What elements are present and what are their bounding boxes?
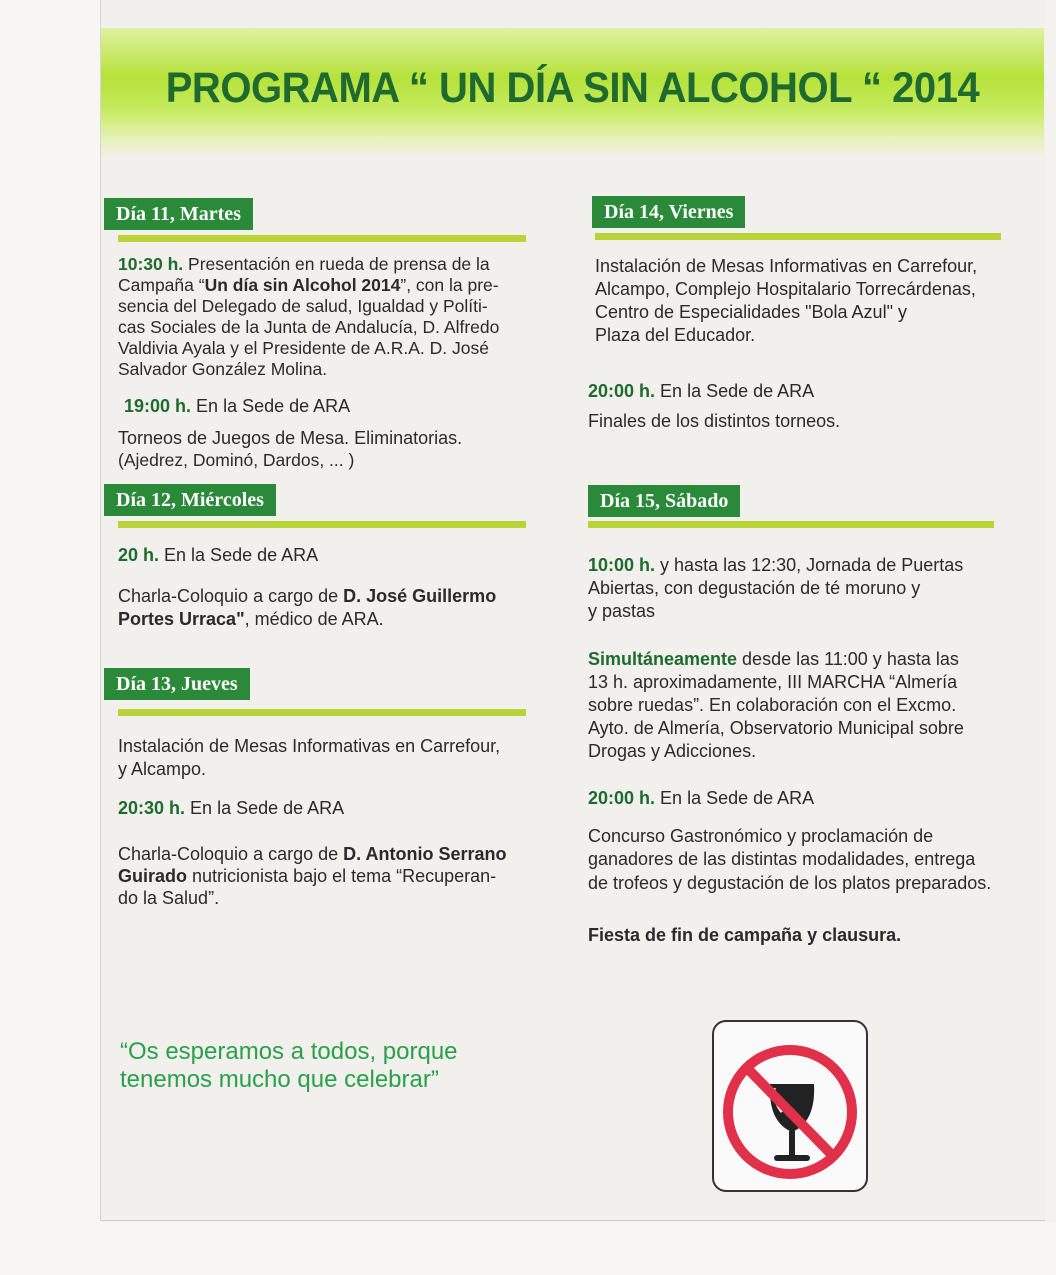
day-14-rule [595, 233, 1001, 240]
day-14-line-3: Centro de Especialidades "Bola Azul" y [595, 302, 907, 322]
no-alcohol-icon [714, 1022, 866, 1190]
day-15-time-2: 20:00 h. En la Sede de ARA [588, 788, 815, 808]
day-12-rule [118, 521, 526, 528]
day-11-line-5: Valdivia Ayala y el Presidente de A.R.A. D. José [118, 338, 489, 358]
day-11-line-6: Salvador González Molina. [118, 359, 328, 379]
day-13-line-1: Instalación de Mesas Informativas en Carrefour, [118, 736, 501, 756]
day-13-line-4: Guirado nutricionista bajo el tema “Recuperan- [118, 866, 497, 886]
day-15-line-1: 10:00 h. y hasta las 12:30, Jornada de Puertas [588, 555, 964, 575]
day-14-badge: Día 14, Viernes [592, 196, 745, 228]
day-13-line-3: Charla-Coloquio a cargo de D. Antonio Serrano [118, 844, 507, 864]
day-15-contest-line-1: Concurso Gastronómico y proclamación de [588, 826, 934, 846]
scan-background-bottom [0, 1222, 1056, 1275]
day-11-time-2: 19:00 h. En la Sede de ARA [124, 396, 351, 416]
day-11-text-2a: Torneos de Juegos de Mesa. Eliminatorias. [118, 428, 463, 448]
day-15-closing: Fiesta de fin de campaña y clausura. [588, 925, 902, 945]
day-13-badge: Día 13, Jueves [104, 668, 250, 700]
day-11-line-3: sencia del Delegado de salud, Igualdad y Políti- [118, 296, 488, 316]
page-title: PROGRAMA “ UN DÍA SIN ALCOHOL “ 2014 [165, 64, 980, 112]
wine-glass-stem [789, 1131, 795, 1157]
day-15-rule [588, 521, 994, 528]
day-14-line-2: Alcampo, Complejo Hospitalario Torrecárdenas, [595, 279, 976, 299]
day-11-line-1: 10:30 h. Presentación en rueda de prensa de la [118, 254, 490, 274]
day-15-contest-line-3: de trofeos y degustación de los platos preparados. [588, 873, 992, 893]
day-14-line-5: Finales de los distintos torneos. [588, 411, 841, 431]
day-13-rule [118, 709, 526, 716]
day-15-line-2: Abiertas, con degustación de té moruno y [588, 578, 921, 598]
day-11-rule [118, 235, 526, 242]
scan-background [0, 0, 100, 1275]
no-alcohol-sign [712, 1020, 868, 1192]
day-12-time: 20 h. En la Sede de ARA [118, 545, 319, 565]
day-13-line-2: y Alcampo. [118, 759, 207, 779]
day-11-badge: Día 11, Martes [104, 198, 253, 230]
closing-quote [120, 1038, 458, 1094]
day-15-badge: Día 15, Sábado [588, 485, 740, 517]
day-14-line-4: Plaza del Educador. [595, 325, 756, 345]
day-12-line-2: Portes Urraca", médico de ARA. [118, 609, 384, 629]
day-15-line-3: y pastas [588, 601, 656, 621]
day-12-line-1: Charla-Coloquio a cargo de D. José Guillermo [118, 586, 497, 606]
wine-glass-base [774, 1155, 810, 1161]
day-15-sim-line-5: Drogas y Adicciones. [588, 741, 757, 761]
day-11-line-4: cas Sociales de la Junta de Andalucía, D. Alfredo [118, 317, 500, 337]
day-11-text-2b: (Ajedrez, Dominó, Dardos, ... ) [118, 450, 355, 470]
day-13-time: 20:30 h. En la Sede de ARA [118, 798, 345, 818]
day-15-sim-line-3: sobre ruedas”. En colaboración con el Excmo. [588, 695, 957, 715]
quote-line-2: tenemos mucho que celebrar” [120, 1066, 439, 1093]
day-15-sim-line-2: 13 h. aproximadamente, III MARCHA “Almería [588, 672, 958, 692]
day-14-line-1: Instalación de Mesas Informativas en Carrefour, [595, 256, 978, 276]
quote-line-1: “Os esperamos a todos, porque [120, 1038, 458, 1065]
day-15-sim-line-4: Ayto. de Almería, Observatorio Municipal sobre [588, 718, 964, 738]
day-11-line-2: Campaña “Un día sin Alcohol 2014”, con la pre- [118, 275, 499, 295]
day-12-badge: Día 12, Miércoles [104, 484, 276, 516]
day-14-time: 20:00 h. En la Sede de ARA [588, 381, 815, 401]
day-15-contest-line-2: ganadores de las distintas modalidades, entrega [588, 849, 976, 869]
day-15-sim-line-1: Simultáneamente desde las 11:00 y hasta las [588, 649, 959, 669]
day-13-line-5: do la Salud”. [118, 888, 220, 908]
